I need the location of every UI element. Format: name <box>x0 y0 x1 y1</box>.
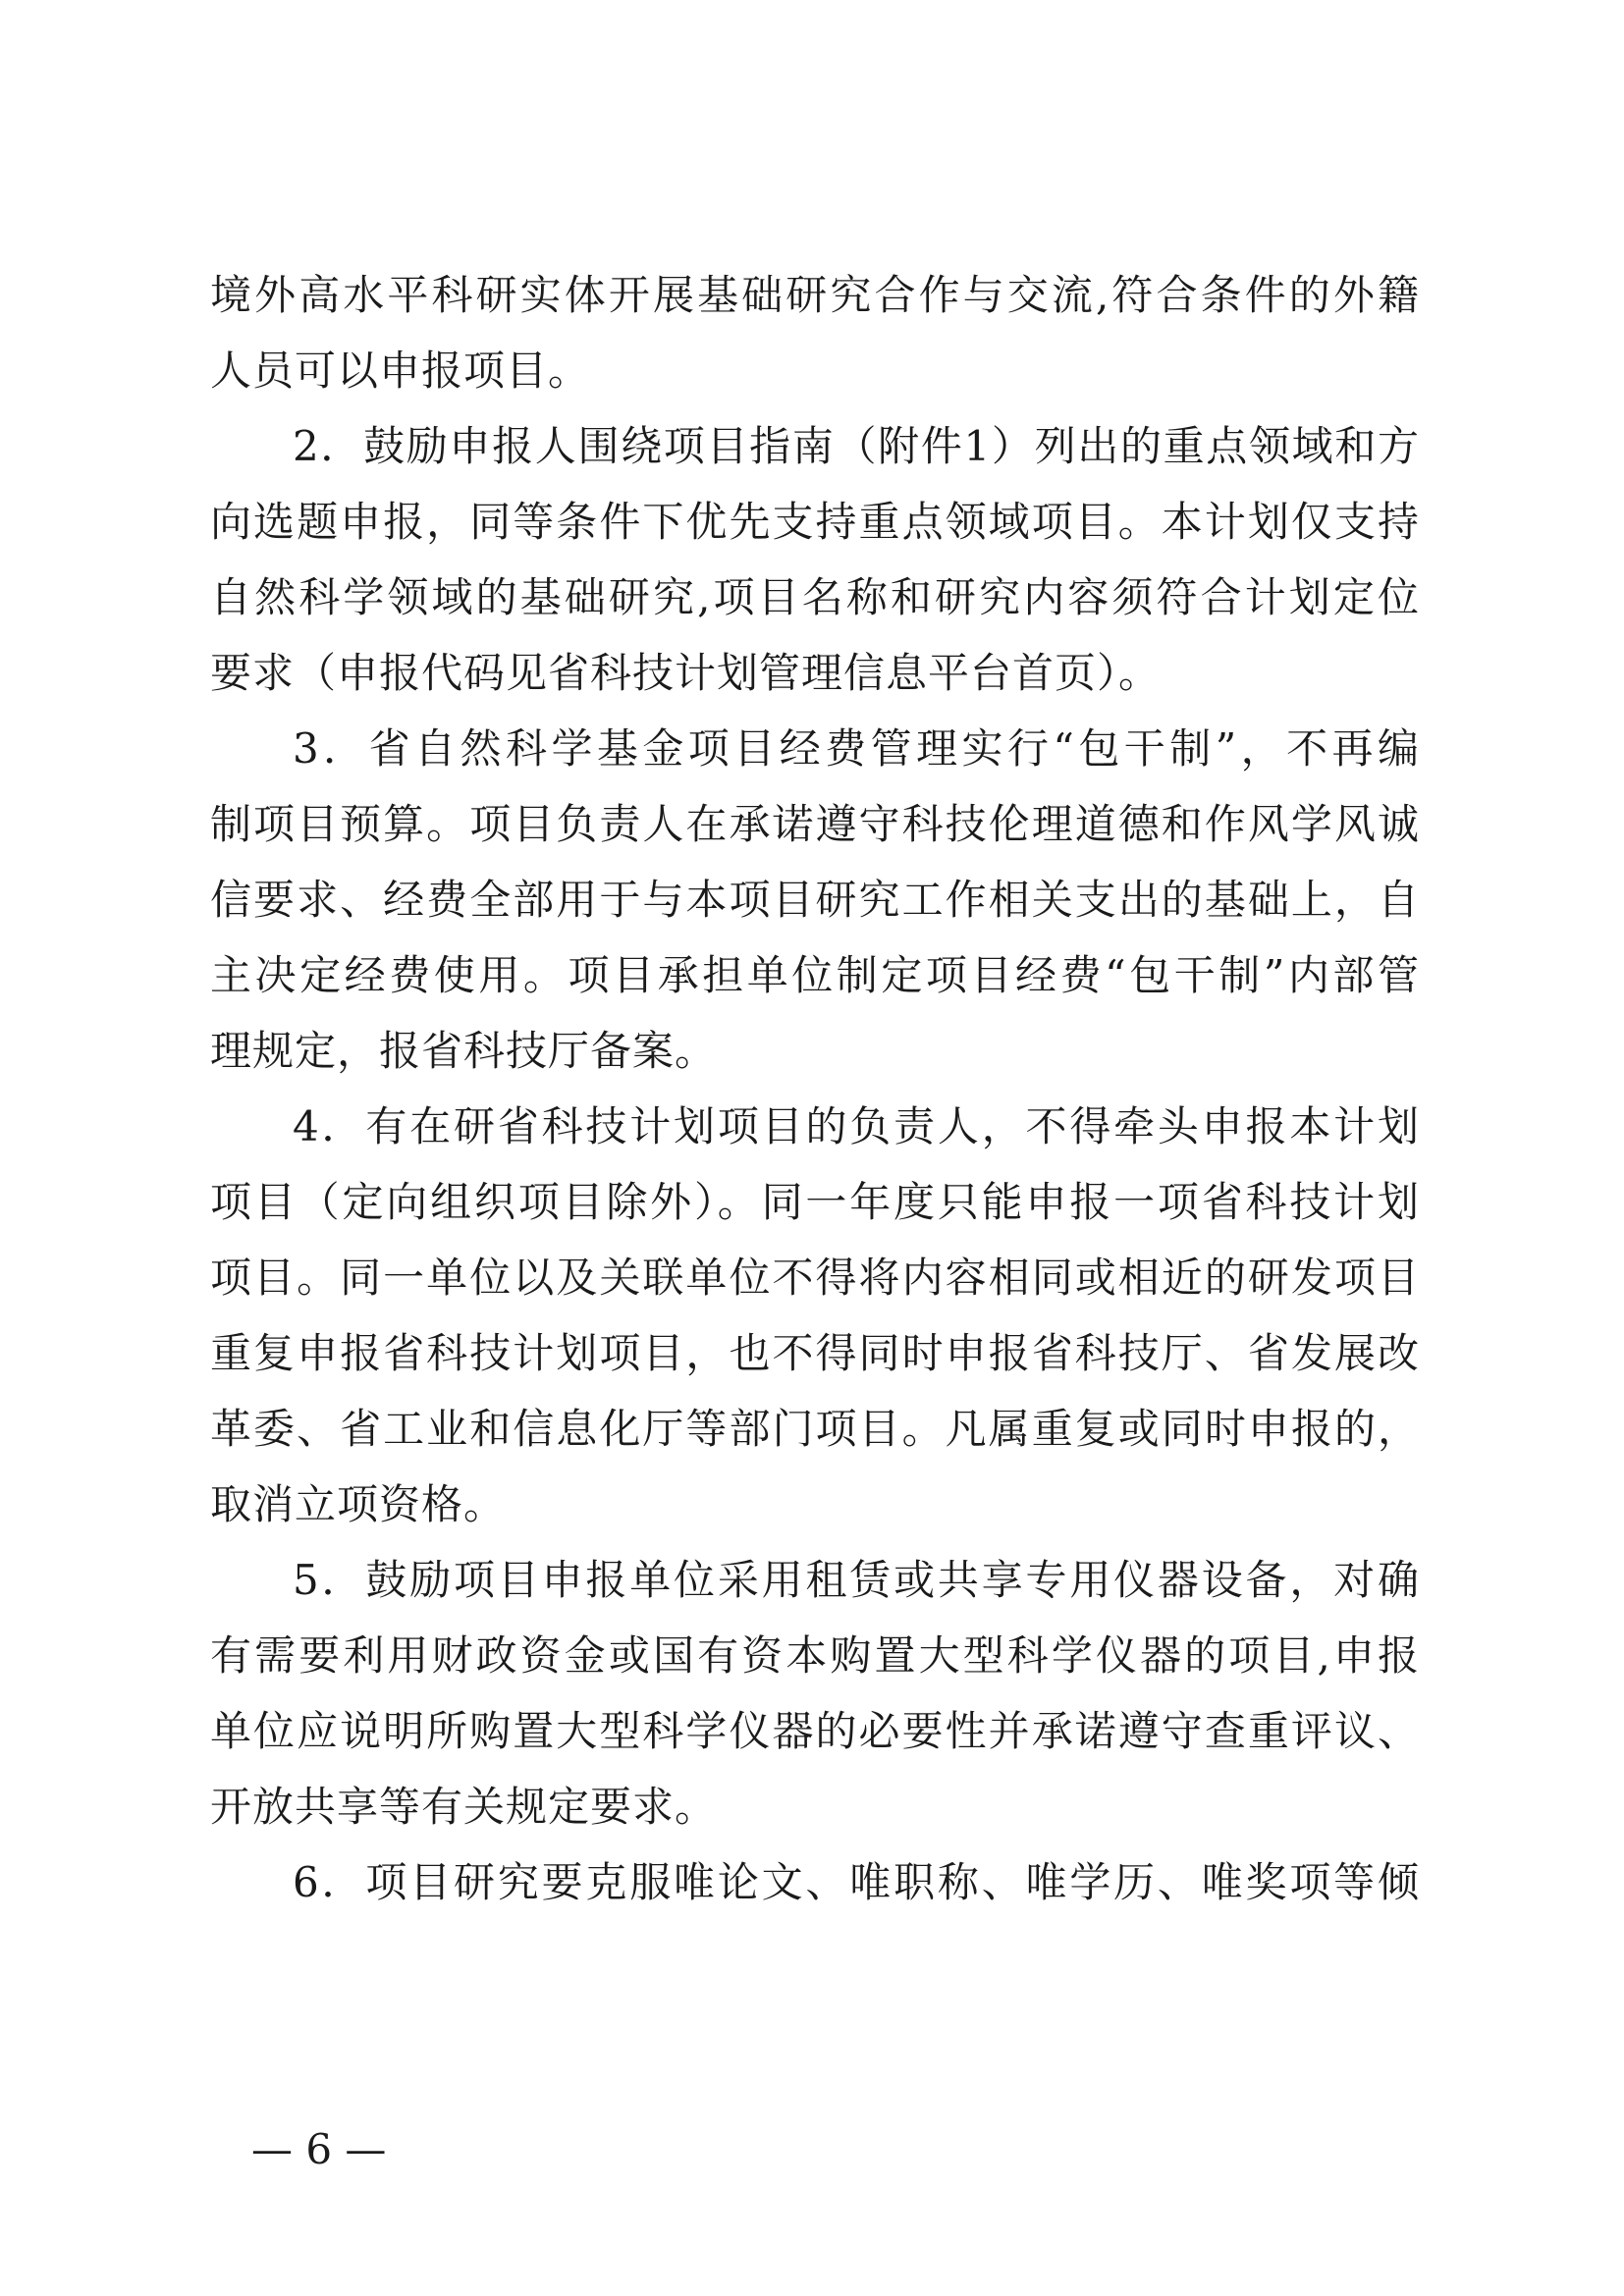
text-line: 自然科学领域的基础研究,项目名称和研究内容须符合计划定位 <box>210 573 1420 621</box>
text-line: 要求（申报代码见省科技计划管理信息平台首页）。 <box>210 649 1162 697</box>
text-line: 取消立项资格。 <box>210 1480 507 1528</box>
text-line: 3．省自然科学基金项目经费管理实行“包干制”，不再编 <box>293 724 1420 773</box>
paragraph-item-4 <box>210 1089 1420 1542</box>
text-line: 主决定经费使用。项目承担单位制定项目经费“包干制”内部管 <box>210 951 1420 999</box>
text-line: 有需要利用财政资金或国有资本购置大型科学仪器的项目,申报 <box>210 1631 1420 1680</box>
text-line: 4．有在研省科技计划项目的负责人，不得牵头申报本计划 <box>293 1102 1420 1150</box>
page-number: — 6 — <box>251 2125 387 2173</box>
paragraph-item-6 <box>210 1844 1420 1920</box>
text-line: 人员可以申报项目。 <box>210 347 591 395</box>
text-line: 重复申报省科技计划项目，也不得同时申报省科技厅、省发展改 <box>210 1329 1420 1377</box>
paragraph-item-5 <box>210 1542 1420 1844</box>
text-line: 制项目预算。项目负责人在承诺遵守科技伦理道德和作风学风诚 <box>210 800 1420 848</box>
text-line: 项目（定向组织项目除外）。同一年度只能申报一项省科技计划 <box>210 1178 1420 1226</box>
body-text <box>210 257 1420 1920</box>
text-line: 5．鼓励项目申报单位采用租赁或共享专用仪器设备，对确 <box>293 1556 1420 1604</box>
paragraph-item-2 <box>210 408 1420 711</box>
text-line: 革委、省工业和信息化厅等部门项目。凡属重复或同时申报的， <box>210 1405 1420 1453</box>
text-line: 向选题申报，同等条件下优先支持重点领域项目。本计划仅支持 <box>210 498 1420 546</box>
text-line: 信要求、经费全部用于与本项目研究工作相关支出的基础上，自 <box>210 876 1420 924</box>
text-line: 6．项目研究要克服唯论文、唯职称、唯学历、唯奖项等倾 <box>293 1858 1420 1906</box>
text-line: 2．鼓励申报人围绕项目指南（附件1）列出的重点领域和方 <box>293 422 1420 470</box>
text-line: 开放共享等有关规定要求。 <box>210 1783 718 1831</box>
paragraph-continuation <box>210 257 1420 408</box>
text-line: 境外高水平科研实体开展基础研究合作与交流,符合条件的外籍 <box>210 271 1420 319</box>
text-line: 理规定，报省科技厅备案。 <box>210 1027 718 1075</box>
text-line: 单位应说明所购置大型科学仪器的必要性并承诺遵守查重评议、 <box>210 1707 1420 1755</box>
paragraph-item-3 <box>210 711 1420 1089</box>
text-line: 项目。同一单位以及关联单位不得将内容相同或相近的研发项目 <box>210 1254 1420 1302</box>
